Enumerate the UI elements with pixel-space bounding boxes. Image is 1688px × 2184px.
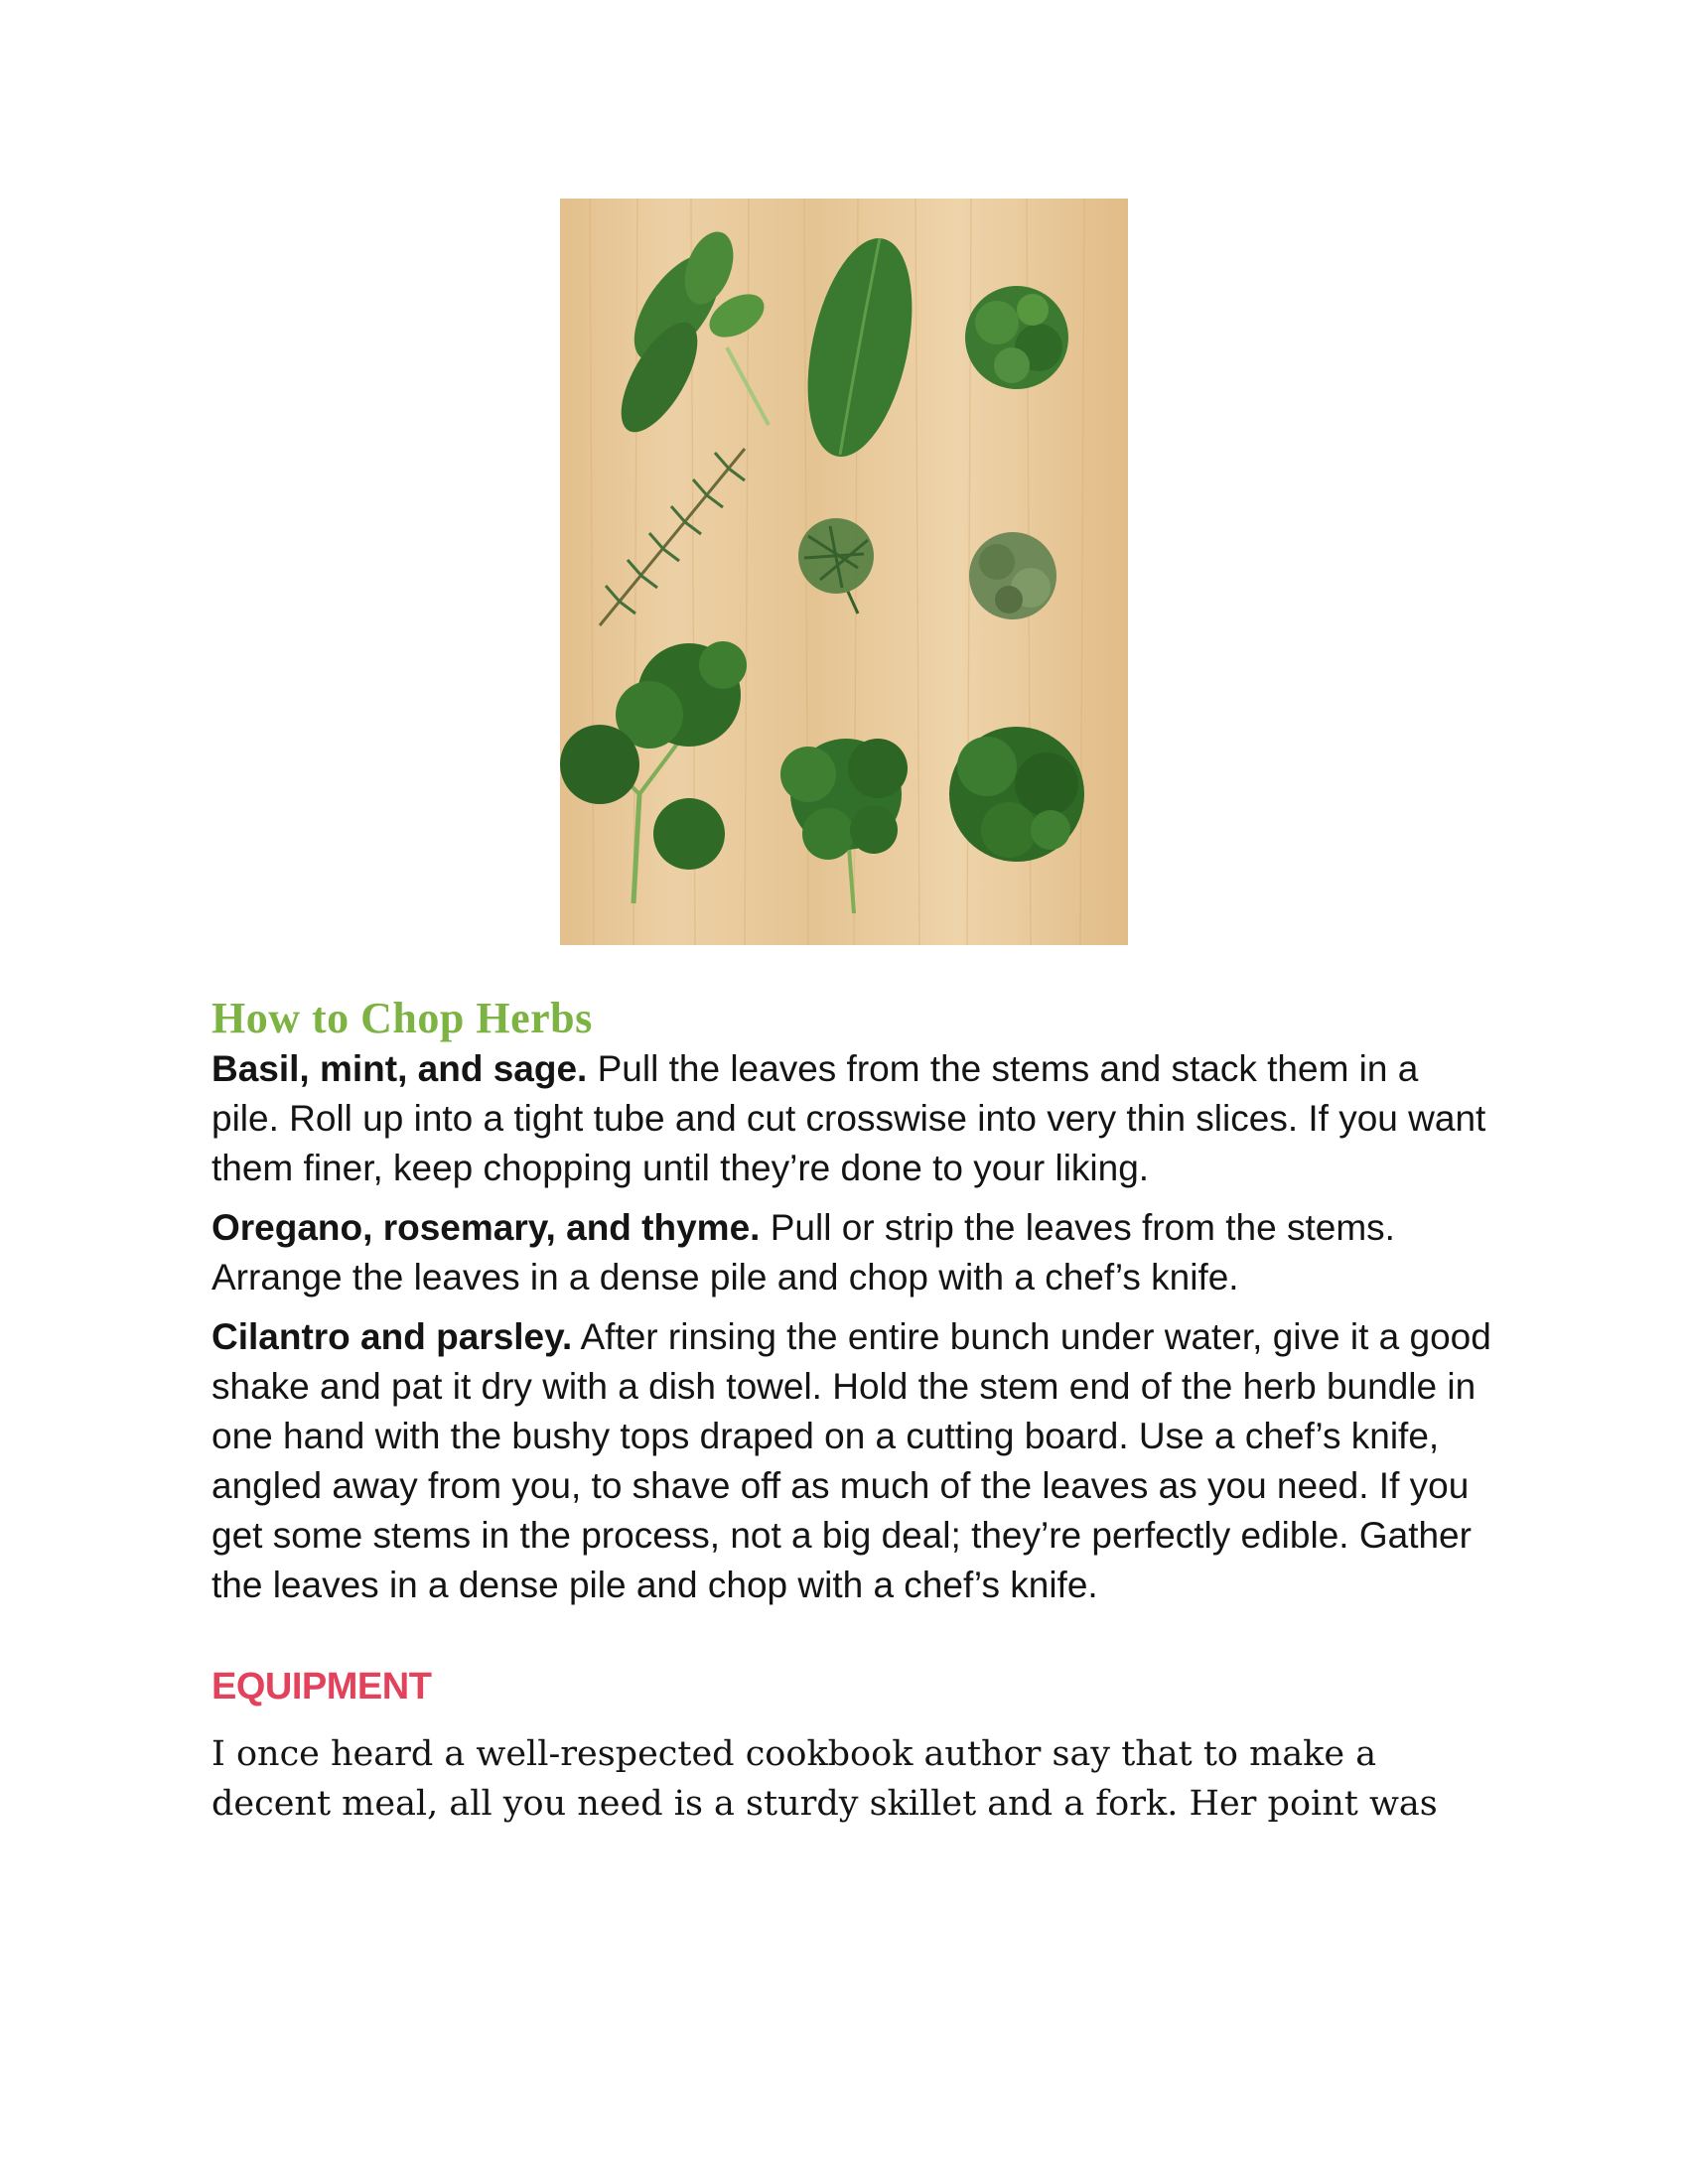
paragraph-text: Pull or strip the leaves from the stems. Arrange the leaves in a dense pile and chop with a chef’s knife. — [211, 1207, 1395, 1297]
cilantro-paragraph — [211, 1312, 1492, 1610]
herbs-illustration — [560, 199, 1128, 945]
herbs-section-title: How to Chop Herbs — [211, 994, 593, 1042]
equipment-section-title: EQUIPMENT — [211, 1666, 432, 1707]
paragraph-lead: Cilantro and parsley. — [211, 1316, 573, 1357]
sliced-basil-icon — [965, 286, 1068, 389]
equipment-body: I once heard a well-respected cookbook author say that to make a decent meal, all you need is a sturdy skillet and a fork. Her point was — [211, 1734, 1438, 1824]
chopped-parsley-icon — [949, 727, 1084, 862]
oregano-paragraph — [211, 1203, 1492, 1302]
chopped-herbs-icon — [969, 532, 1056, 619]
herbs-photo — [560, 199, 1128, 945]
paragraph-text: After rinsing the entire bunch under water, give it a good shake and pat it dry with a dish towel. Hold the stem end of the herb bundle in one hand with the bushy tops draped on a cutting board. Use a chef’s knife, angled away from you, to shave off as much of the leaves as you need. If you get some stems in the process, not a big deal; they’re perfectly edible. Gather the leaves in a dense pile and chop with a chef’s knife. — [211, 1316, 1491, 1605]
paragraph-text: Pull the leaves from the stems and stack them in a pile. Roll up into a tight tube and cut crosswise into very thin slices. If you want them finer, keep chopping until they’re done to your liking. — [211, 1048, 1486, 1188]
paragraph-lead: Oregano, rosemary, and thyme. — [211, 1207, 761, 1248]
article-content — [211, 993, 1492, 1829]
basil-paragraph — [211, 1044, 1492, 1193]
paragraph-lead: Basil, mint, and sage. — [211, 1048, 588, 1089]
